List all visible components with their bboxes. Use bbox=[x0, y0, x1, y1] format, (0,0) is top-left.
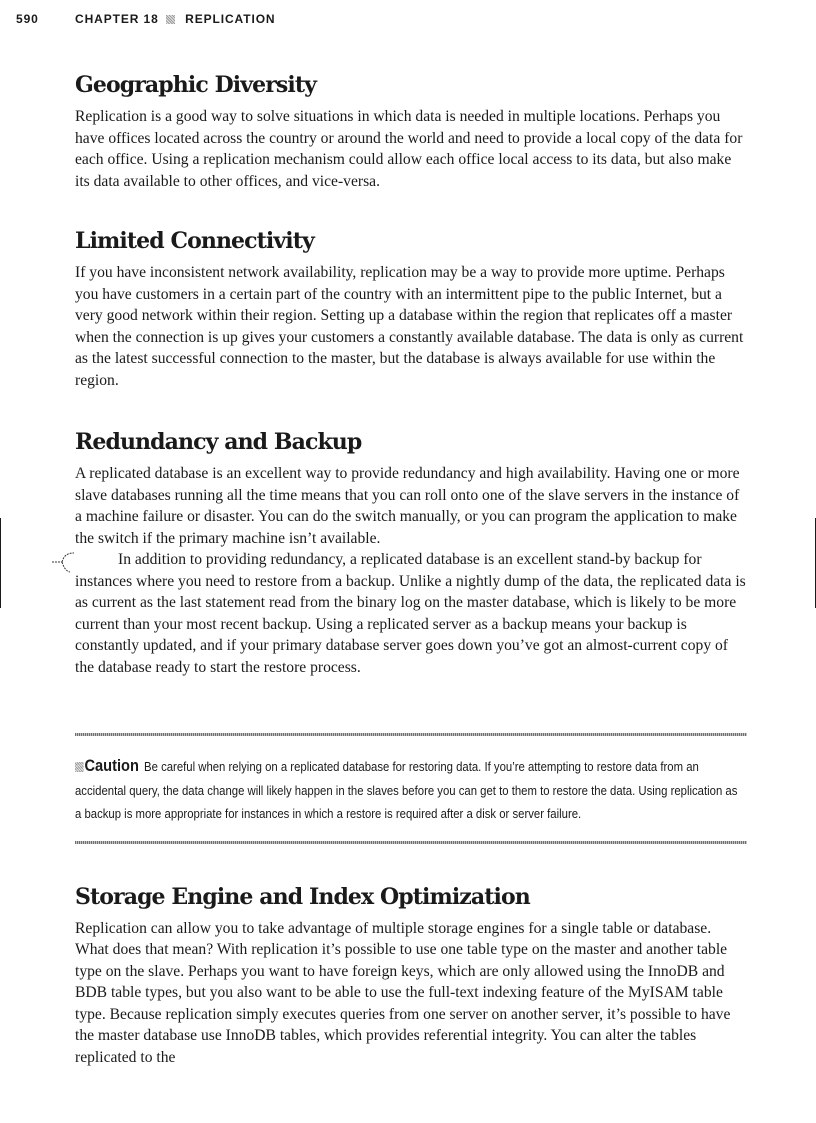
paragraph: Replication is a good way to solve situations in which data is needed in multiple locations. Perhaps you have offices located across the country or around the world and need to provide a local copy of the data for each office. Using a replication mechanism could allow each office local access to its data, but also make its data available to other offices, and vice-versa. bbox=[75, 108, 743, 190]
section-heading: Limited Connectivity bbox=[75, 228, 314, 254]
paragraph: In addition to providing redundancy, a replicated database is an excellent stand-by backup for instances where you need to restore from a backup. Unlike a nightly dump of the data, the replicated data is as current as the last statement read from the binary log on the master database, which is likely to be more current than your most recent backup. Using a replicated server as a backup means your backup is constantly updated, and if your primary database server goes down you’ve got an almost-current copy of the database ready to start the restore process. bbox=[75, 551, 746, 676]
caution-label: Caution bbox=[84, 756, 139, 775]
caution-note bbox=[75, 733, 747, 844]
paragraph: A replicated database is an excellent way to provide redundancy and high availability. Having one or more slave databases running all the time means that you can roll onto one of the slave servers in the instance of a machine failure or disaster. You can do the switch manually, or you can program the application to make the switch if the primary machine isn’t available. bbox=[75, 465, 740, 547]
caution-text-block bbox=[75, 754, 745, 826]
section-geographic-diversity bbox=[75, 70, 747, 205]
section-limited-connectivity bbox=[75, 226, 747, 406]
running-header bbox=[16, 12, 800, 30]
paragraph: If you have inconsistent network availability, replication may be a way to provide more uptime. Perhaps you have customers in a certain part of the country with an intermittent pipe to the public Internet, but a very good network within their region. Setting up a database within the region that replicates off a master when the connection is up gives your customers a constantly available database. The data is only as current as the latest successful connection to the master, but the database is always available for use within the region. bbox=[75, 264, 744, 389]
caution-square-icon bbox=[75, 762, 84, 772]
caution-body: Be careful when relying on a replicated database for restoring data. If you’re attempting to restore data from an accidental query, the data change will likely happen in the slaves before you can get to them to restore the data. Using replication as a backup is more appropriate for instances in which a restore is required after a disk or server failure. bbox=[75, 759, 738, 821]
section-storage-engine bbox=[75, 882, 747, 1069]
paragraph: Replication can allow you to take advantage of multiple storage engines for a single table or database. What does that mean? With replication it’s possible to use one table type on the master and another table type on the slave. Perhaps you want to have foreign keys, which are only allowed using the InnoDB and BDB table types, but you also want to be able to use the full-text indexing feature of the MyISAM table type. Because replication simply executes queries from one server on another server, it’s possible to have the master database use InnoDB tables, which provides referential integrity. You can alter the tables replicated to the bbox=[75, 919, 731, 1066]
chapter-title: REPLICATION bbox=[185, 12, 276, 26]
chapter-label bbox=[75, 12, 276, 26]
chapter-number: CHAPTER 18 bbox=[75, 12, 159, 26]
section-heading: Geographic Diversity bbox=[75, 72, 316, 98]
separator-square-icon bbox=[166, 15, 175, 24]
page-body bbox=[75, 70, 747, 1089]
section-redundancy-backup bbox=[75, 427, 747, 712]
page-number: 590 bbox=[16, 12, 39, 26]
section-heading: Redundancy and Backup bbox=[75, 429, 362, 455]
left-margin-line bbox=[0, 518, 1, 608]
section-heading: Storage Engine and Index Optimization bbox=[75, 883, 530, 910]
